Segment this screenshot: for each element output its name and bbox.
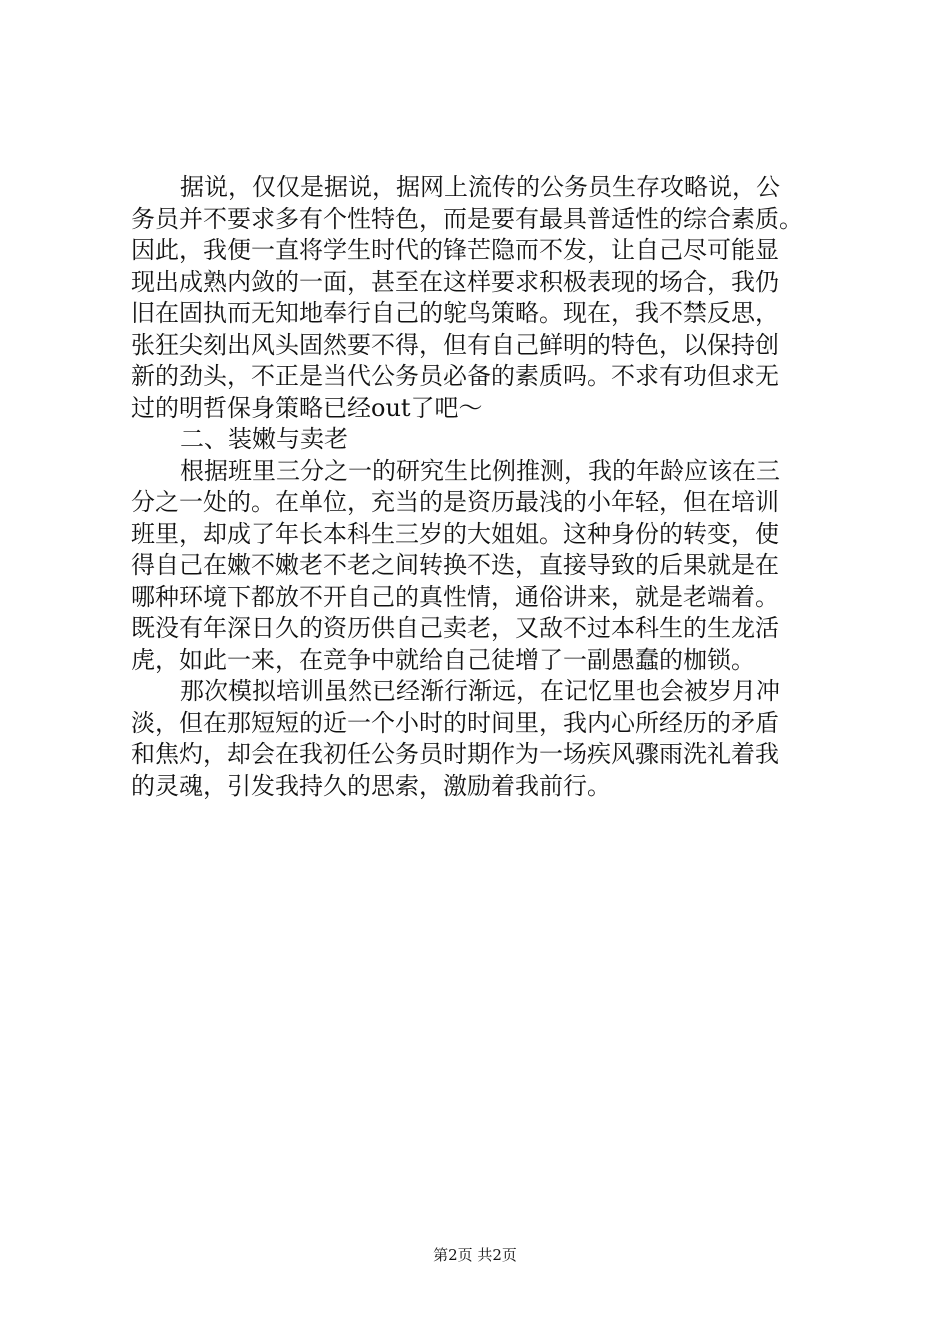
section-heading: 二、装嫩与卖老 bbox=[180, 425, 348, 453]
paragraph-line: 张狂尖刻出风头固然要不得，但有自己鲜明的特色，以保持创 bbox=[131, 330, 779, 359]
paragraph-line: 据说，仅仅是据说，据网上流传的公务员生存攻略说，公 bbox=[180, 173, 780, 201]
paragraph-line: 现出成熟内敛的一面，甚至在这样要求积极表现的场合，我仍 bbox=[131, 267, 779, 296]
paragraph-line: 的灵魂，引发我持久的思索，激励着我前行。 bbox=[131, 771, 611, 800]
paragraph-line: 那次模拟培训虽然已经渐行渐远，在记忆里也会被岁月冲 bbox=[180, 677, 780, 705]
paragraph-line: 务员并不要求多有个性特色，而是要有最具普适性的综合素质。 bbox=[131, 204, 803, 233]
paragraph-line: 过的明哲保身策略已经out了吧～ bbox=[131, 393, 483, 422]
paragraph-line: 根据班里三分之一的研究生比例推测，我的年龄应该在三 bbox=[180, 456, 780, 485]
paragraph-line: 新的劲头，不正是当代公务员必备的素质吗。不求有功但求无 bbox=[131, 362, 779, 390]
paragraph-line: 得自己在嫩不嫩老不老之间转换不迭，直接导致的后果就是在 bbox=[131, 551, 779, 579]
paragraph-line: 和焦灼，却会在我初任公务员时期作为一场疾风骤雨洗礼着我 bbox=[131, 740, 779, 768]
paragraph-line: 淡，但在那短短的近一个小时的时间里，我内心所经历的矛盾 bbox=[131, 708, 779, 737]
paragraph-line: 旧在固执而无知地奉行自己的鸵鸟策略。现在，我不禁反思， bbox=[131, 299, 779, 327]
paragraph-line: 因此，我便一直将学生时代的锋芒隐而不发，让自己尽可能显 bbox=[131, 236, 779, 264]
document-body bbox=[131, 172, 831, 802]
paragraph-line: 既没有年深日久的资历供自己卖老，又敌不过本科生的生龙活 bbox=[131, 614, 779, 642]
paragraph-line: 哪种环境下都放不开自己的真性情，通俗讲来，就是老端着。 bbox=[131, 582, 779, 611]
paragraph-line: 分之一处的。在单位，充当的是资历最浅的小年轻，但在培训 bbox=[131, 488, 779, 516]
page-number-footer: 第2页 共2页 bbox=[433, 1246, 517, 1264]
paragraph-line: 虎，如此一来，在竞争中就给自己徒增了一副愚蠢的枷锁。 bbox=[131, 645, 755, 674]
paragraph-line: 班里，却成了年长本科生三岁的大姐姐。这种身份的转变，使 bbox=[131, 519, 779, 548]
